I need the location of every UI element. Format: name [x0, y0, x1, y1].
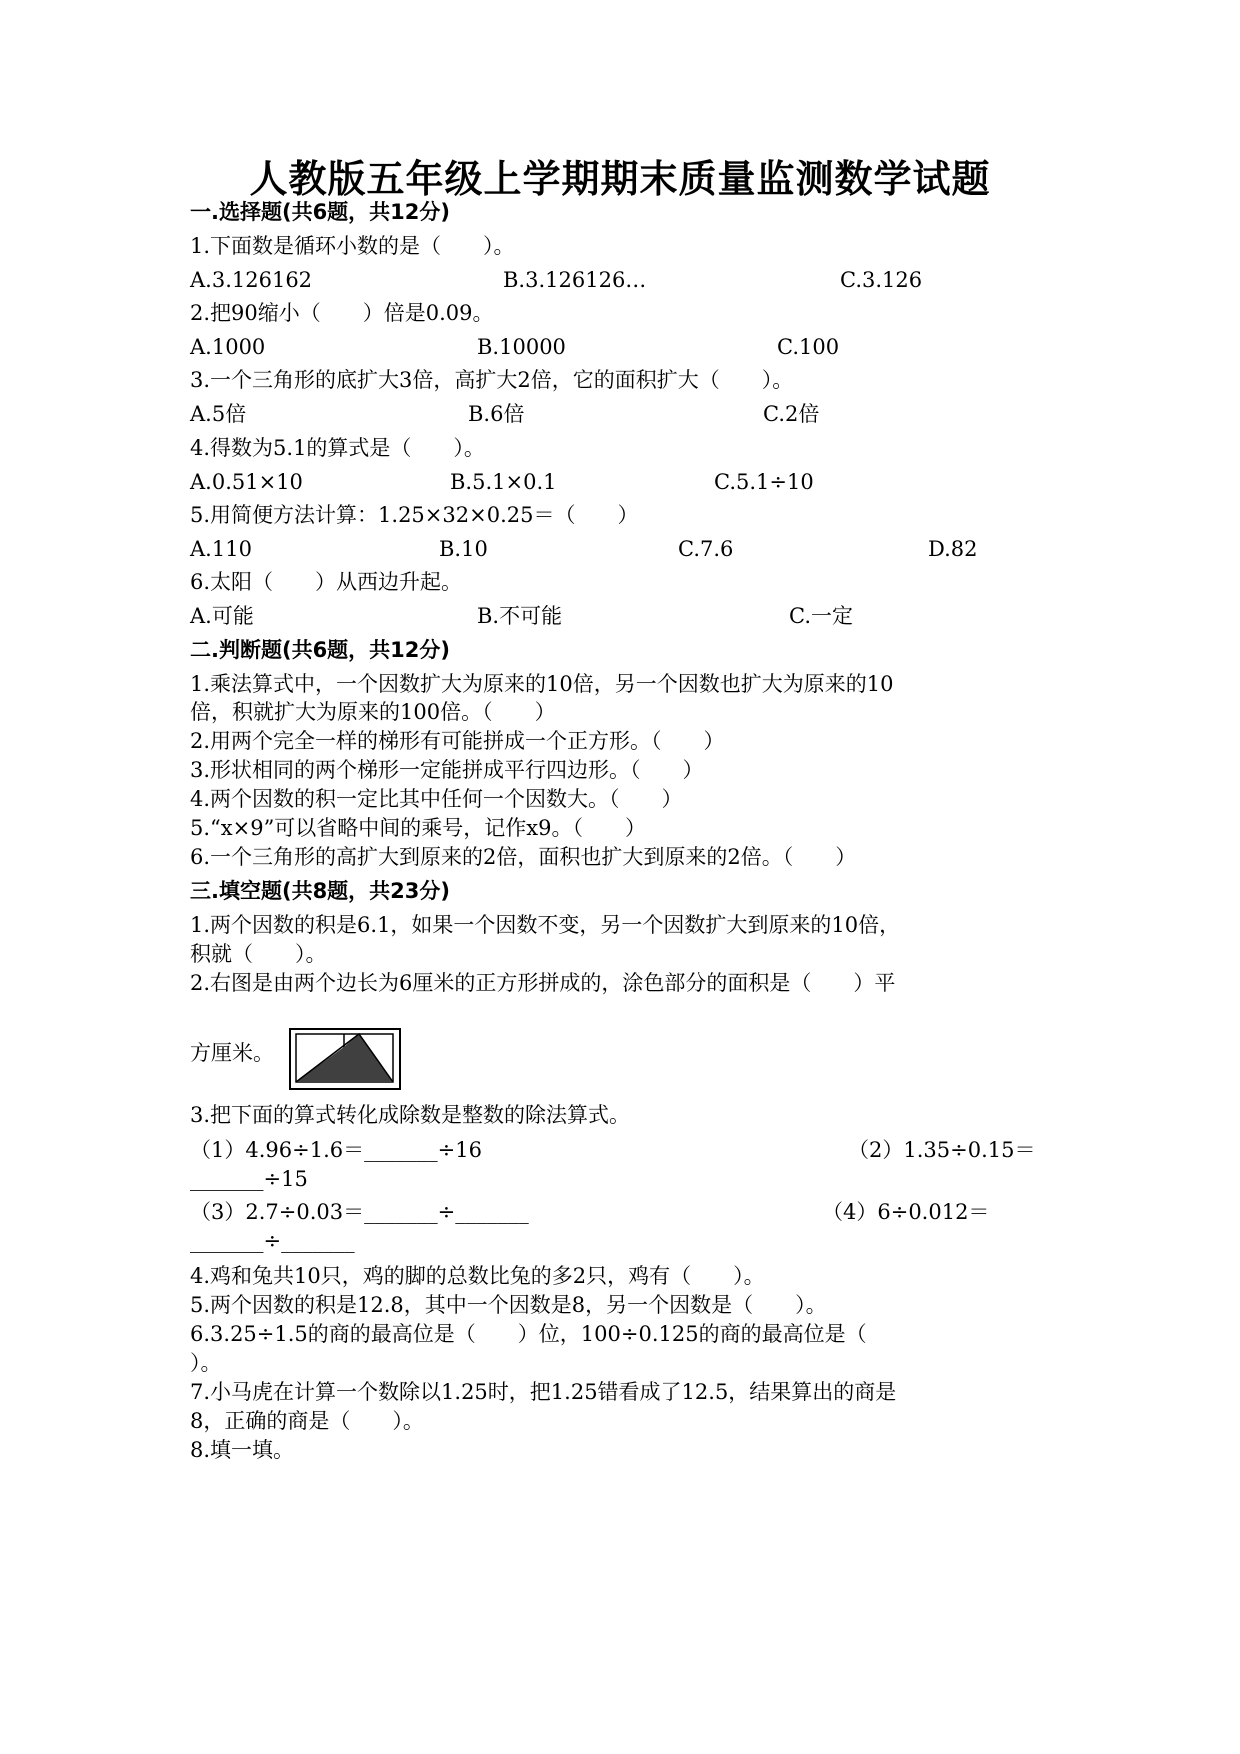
- judge-line: 倍，积就扩大为原来的100倍。（ ）: [190, 700, 556, 724]
- option-b: B.10: [439, 537, 488, 561]
- fill-line: ）。: [190, 1351, 222, 1375]
- fill-line: 7.小马虎在计算一个数除以1.25时，把1.25错看成了12.5，结果算出的商是: [190, 1380, 897, 1404]
- option-c: C.2倍: [763, 402, 820, 426]
- option-b: B.3.126126…: [503, 268, 647, 292]
- option-b: B.5.1×0.1: [450, 470, 557, 494]
- judge-line: 3.形状相同的两个梯形一定能拼成平行四边形。（ ）: [190, 758, 704, 782]
- fill-line: 1.两个因数的积是6.1，如果一个因数不变，另一个因数扩大到原来的10倍，: [190, 913, 901, 937]
- fill-line: 积就（ ）。: [190, 942, 327, 966]
- option-b: B.6倍: [468, 402, 525, 426]
- judge-line: 1.乘法算式中，一个因数扩大为原来的10倍，另一个因数也扩大为原来的10: [190, 672, 894, 696]
- option-b: B.不可能: [477, 604, 563, 628]
- question-text: 4.得数为5.1的算式是（ ）。: [190, 436, 485, 460]
- judge-line: 4.两个因数的积一定比其中任何一个因数大。（ ）: [190, 787, 683, 811]
- fill-line: 3.把下面的算式转化成除数是整数的除法算式。: [190, 1103, 631, 1127]
- fill-line: 4.鸡和兔共10只，鸡的脚的总数比兔的多2只，鸡有（ ）。: [190, 1264, 765, 1288]
- question-text: 3.一个三角形的底扩大3倍，高扩大2倍，它的面积扩大（ ）。: [190, 368, 794, 392]
- shaded-triangle: [344, 1034, 393, 1082]
- option-a: A.5倍: [190, 402, 247, 426]
- judge-line: 5.“x×9”可以省略中间的乘号，记作x9。（ ）: [190, 816, 647, 840]
- fill-line: 6.3.25÷1.5的商的最高位是（ ）位，100÷0.125的商的最高位是（: [190, 1322, 867, 1346]
- sub-question: _______÷_______: [190, 1229, 355, 1253]
- sub-question: （1）4.96÷1.6＝_______÷16: [190, 1138, 482, 1162]
- page-title: 人教版五年级上学期期末质量监测数学试题: [249, 157, 991, 201]
- section-heading-judge: 二.判断题(共6题，共12分): [190, 638, 451, 662]
- question-text: 1.下面数是循环小数的是（ ）。: [190, 234, 515, 258]
- sub-question: _______÷15: [190, 1167, 308, 1191]
- section-heading-fill: 三.填空题(共8题，共23分): [190, 879, 451, 903]
- option-c: C.100: [777, 335, 840, 359]
- option-b: B.10000: [477, 335, 566, 359]
- question-text: 2.把90缩小（ ）倍是0.09。: [190, 301, 494, 325]
- sub-question: （3）2.7÷0.03＝_______÷_______: [190, 1200, 529, 1224]
- option-d: D.82: [928, 537, 978, 561]
- option-a: A.0.51×10: [190, 470, 303, 494]
- fill-line: 8，正确的商是（ ）。: [190, 1409, 424, 1433]
- squares-figure: [289, 1028, 401, 1090]
- option-c: C.一定: [789, 604, 853, 628]
- section-heading-choice: 一.选择题(共6题，共12分): [190, 200, 451, 224]
- judge-line: 2.用两个完全一样的梯形有可能拼成一个正方形。（ ）: [190, 729, 725, 753]
- sub-question: （4）6÷0.012＝: [822, 1200, 990, 1224]
- question-text: 5.用简便方法计算：1.25×32×0.25＝（ ）: [190, 503, 639, 527]
- fill-line: 8.填一填。: [190, 1438, 295, 1462]
- option-a: A.1000: [190, 335, 266, 359]
- option-a: A.3.126162: [190, 268, 313, 292]
- judge-line: 6.一个三角形的高扩大到原来的2倍，面积也扩大到原来的2倍。（ ）: [190, 845, 857, 869]
- option-c: C.3.126: [840, 268, 923, 292]
- sub-question: （2）1.35÷0.15＝: [848, 1138, 1036, 1162]
- option-c: C.7.6: [678, 537, 734, 561]
- fill-line: 5.两个因数的积是12.8，其中一个因数是8，另一个因数是（ ）。: [190, 1293, 827, 1317]
- option-a: A.110: [190, 537, 252, 561]
- fill-line: 2.右图是由两个边长为6厘米的正方形拼成的，涂色部分的面积是（ ）平: [190, 971, 896, 995]
- option-c: C.5.1÷10: [714, 470, 814, 494]
- option-a: A.可能: [190, 604, 254, 628]
- fill-line: 方厘米。: [190, 1041, 274, 1065]
- question-text: 6.太阳（ ）从西边升起。: [190, 570, 463, 594]
